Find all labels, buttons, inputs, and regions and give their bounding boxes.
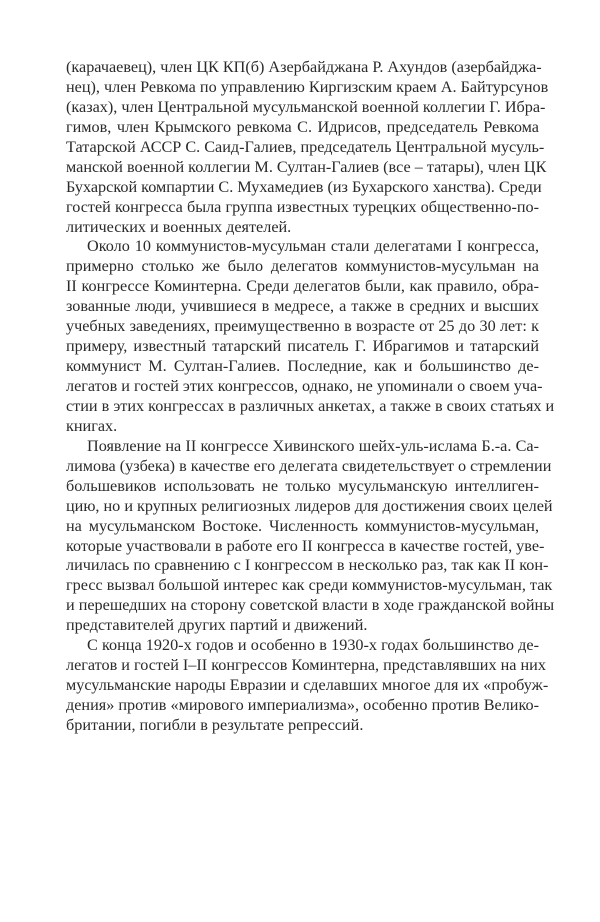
text-line: и перешедших на сторону советской власти в ходе гражданской войны — [66, 596, 555, 615]
text-line: на мусульманском Востоке. Численность коммунистов-мусульман, — [66, 516, 539, 535]
text-line: которые участвовали в работе его II конгресса в качестве гостей, уве- — [66, 536, 545, 555]
text-line: зованные люди, учившиеся в медресе, а также в средних и высших — [66, 297, 539, 316]
paragraph — [66, 636, 549, 736]
text-line: II конгрессе Коминтерна. Среди делегатов были, как правило, обра- — [66, 277, 539, 296]
text-line: манской военной коллегии М. Султан-Галиев (все – татары), член ЦК — [66, 157, 547, 176]
text-line: учебных заведениях, преимущественно в возрасте от 25 до 30 лет: к — [66, 317, 539, 336]
text-line: гимов, член Крымского ревкома С. Идрисов, председатель Ревкома — [66, 117, 539, 136]
text-line: (карачаевец), член ЦК КП(б) Азербайджана Р. Ахундов (азербайджа- — [66, 58, 542, 76]
text-line: Около 10 коммунистов-мусульман стали делегатами I конгресса, — [87, 237, 539, 256]
text-line: легатов и гостей I–II конгрессов Коминтерна, представлявших на них — [66, 656, 546, 675]
text-line: мусульманские народы Евразии и сделавших многое для их «пробуж- — [66, 676, 549, 695]
text-line: Татарской АССР С. Саид-Галиев, председатель Центральной мусуль- — [66, 137, 545, 156]
text-line: примерно столько же было делегатов коммунистов-мусульман на — [66, 257, 539, 276]
text-line: личилась по сравнению с I конгрессом в несколько раз, так как II кон- — [66, 556, 549, 575]
document-page — [66, 58, 555, 736]
text-line: литических и военных деятелей. — [66, 217, 292, 236]
text-line: лимова (узбека) в качестве его делегата свидетельствует о стремлении — [66, 456, 552, 475]
text-line: стии в этих конгрессах в различных анкетах, а также в своих статьях и — [66, 396, 555, 415]
text-line: (казах), член Центральной мусульманской военной коллегии Г. Ибра- — [66, 97, 546, 116]
text-line: гресс вызвал большой интерес как среди коммунистов-мусульман, так — [66, 576, 553, 595]
text-line: Бухарской компартии С. Мухамедиев (из Бухарского ханства). Среди — [66, 177, 542, 196]
text-line: книгах. — [66, 416, 118, 435]
text-line: коммунист М. Султан-Галиев. Последние, как и большинство де- — [66, 357, 539, 376]
paragraph — [66, 237, 555, 436]
text-line: примеру, известный татарский писатель Г. Ибрагимов и татарский — [66, 337, 539, 356]
text-line: С конца 1920-х годов и особенно в 1930-х годах большинство де- — [87, 636, 539, 655]
text-line: цию, но и крупных религиозных лидеров для достижения своих целей — [66, 496, 553, 515]
paragraph — [66, 58, 549, 237]
text-line: легатов и гостей этих конгрессов, однако, не упоминали о своем уча- — [66, 377, 543, 395]
text-line: британии, погибли в результате репрессий. — [66, 715, 364, 734]
text-line: нец), член Ревкома по управлению Киргизским краем А. Байтурсунов — [66, 77, 549, 96]
text-line: представителей других партий и движений. — [66, 616, 368, 635]
text-line: гостей конгресса была группа известных турецких общественно-по- — [66, 197, 539, 216]
text-line: Появление на II конгрессе Хивинского шейх-уль-ислама Б.-а. Са- — [87, 436, 539, 455]
text-line: большевиков использовать не только мусульманскую интеллиген- — [66, 476, 539, 495]
text-line: дения» против «мирового империализма», особенно против Велико- — [66, 696, 539, 714]
paragraph — [66, 436, 555, 636]
